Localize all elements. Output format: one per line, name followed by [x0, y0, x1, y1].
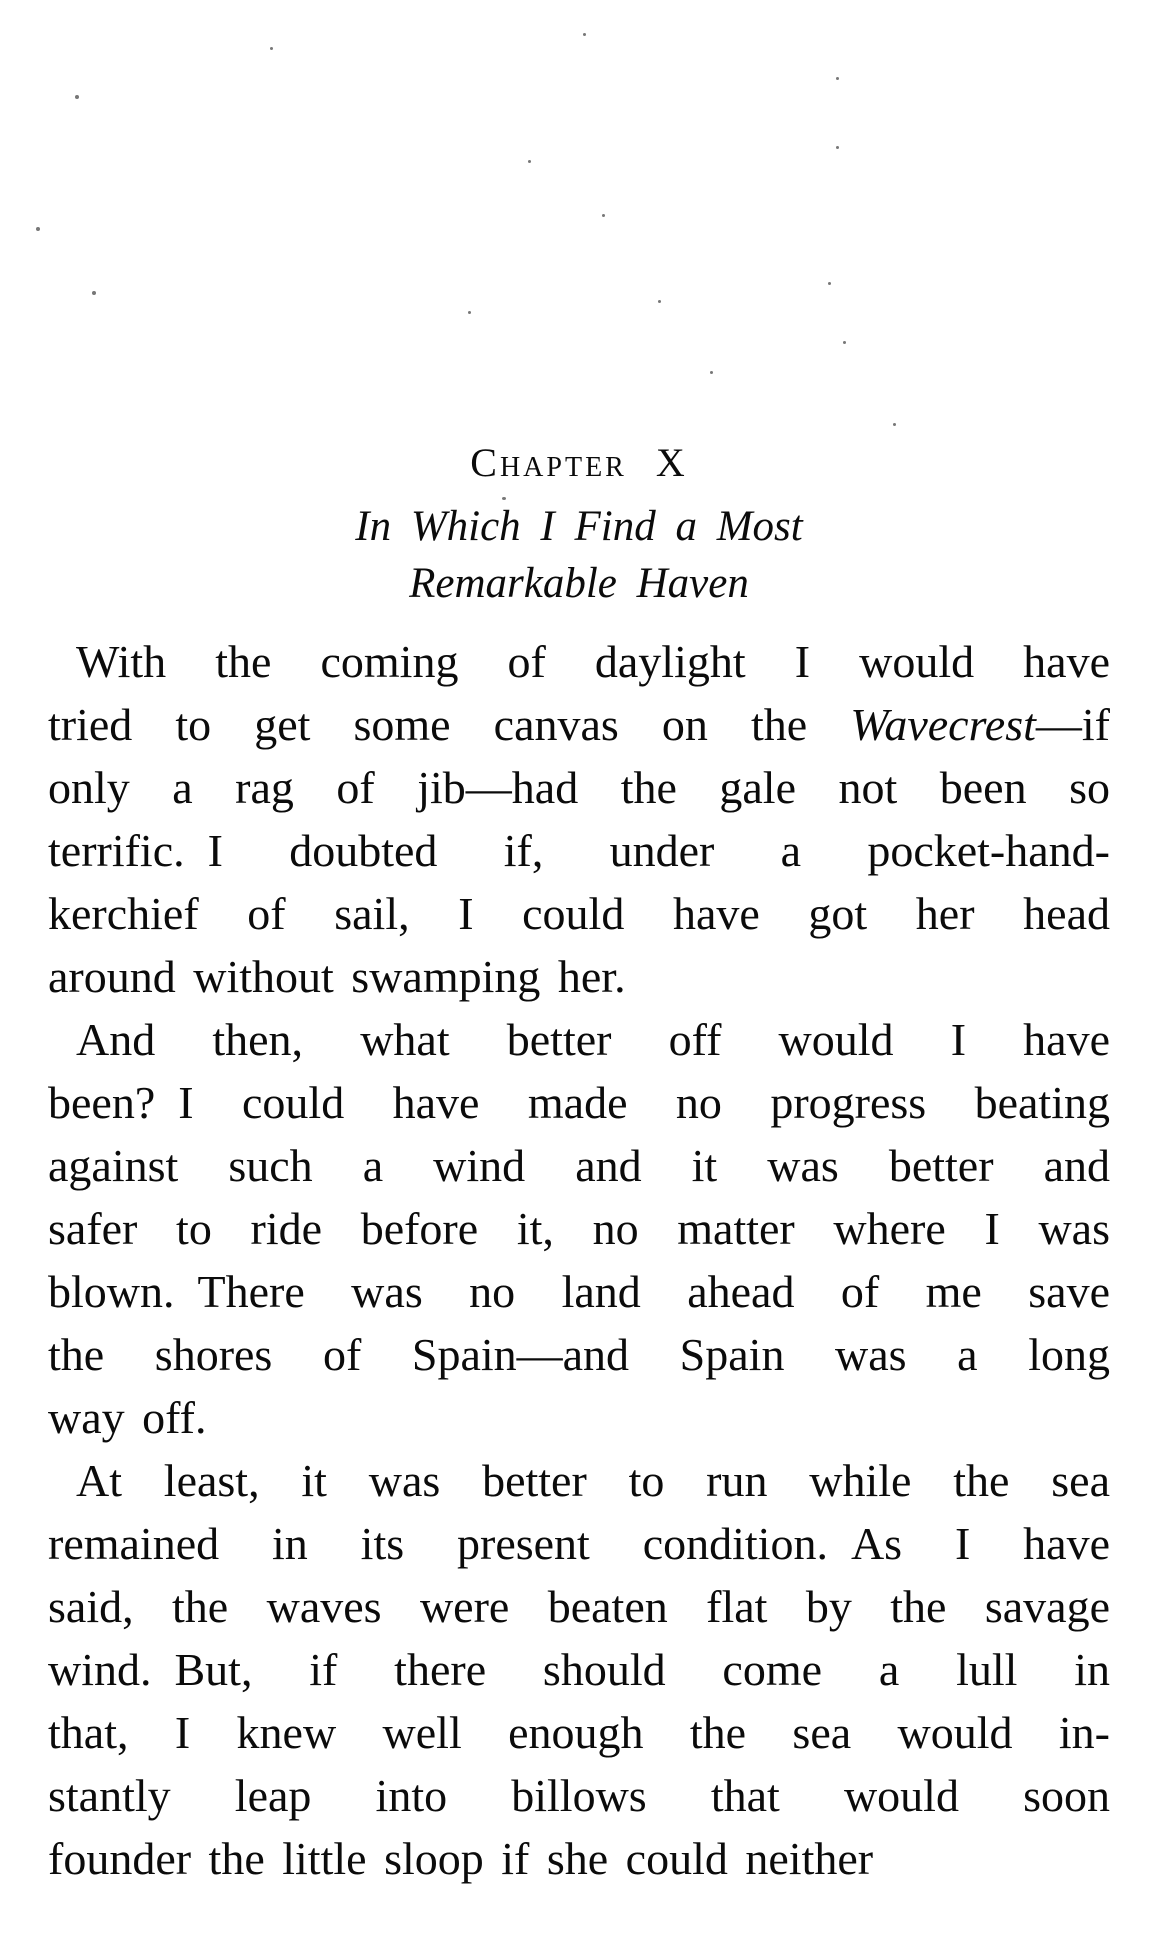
text-segment: stantly leap into billows that would soon — [48, 1770, 1110, 1821]
text-line — [48, 1827, 1110, 1890]
chapter-heading: Chapter X — [470, 440, 688, 485]
text-segment: said, the waves were beaten flat by the savage — [48, 1581, 1110, 1632]
text-line — [48, 882, 1110, 945]
text-line — [48, 1197, 1110, 1260]
text-line — [48, 945, 1110, 1008]
text-segment: tried to get some canvas on the — [48, 699, 851, 750]
text-segment: remained in its present condition. As I have — [48, 1518, 1110, 1569]
text-segment: founder the little sloop if she could neither — [48, 1833, 874, 1884]
text-line — [48, 1386, 1110, 1449]
text-segment: wind. But, if there should come a lull in — [48, 1644, 1110, 1695]
text-line — [48, 1575, 1110, 1638]
text-line — [48, 1071, 1110, 1134]
text-segment: been? I could have made no progress beating — [48, 1077, 1110, 1128]
text-segment: against such a wind and it was better and — [48, 1140, 1110, 1191]
text-segment: way off. — [48, 1392, 207, 1443]
text-line — [48, 1449, 1110, 1512]
chapter-title — [48, 498, 1110, 612]
text-segment: —if — [1035, 699, 1110, 750]
text-line — [48, 1701, 1110, 1764]
boat-name-italic: Wavecrest — [850, 699, 1036, 750]
text-line — [48, 693, 1110, 756]
text-line — [48, 1134, 1110, 1197]
text-segment: kerchief of sail, I could have got her head — [48, 888, 1110, 939]
text-line — [48, 630, 1110, 693]
text-segment: only a rag of jib—had the gale not been so — [48, 762, 1110, 813]
text-segment: With the coming of daylight I would have — [76, 636, 1110, 687]
text-segment: And then, what better off would I have — [76, 1014, 1110, 1065]
chapter-title-line2: Remarkable Haven — [409, 560, 749, 607]
text-segment: safer to ride before it, no matter where I was — [48, 1203, 1110, 1254]
body-text — [48, 630, 1110, 1890]
text-segment: the shores of Spain—and Spain was a long — [48, 1329, 1110, 1380]
text-segment: around without swamping her. — [48, 951, 626, 1002]
text-line — [48, 1323, 1110, 1386]
text-segment: blown. There was no land ahead of me save — [48, 1266, 1110, 1317]
text-segment: terrific. I doubted if, under a pocket-hand- — [48, 825, 1110, 876]
text-line — [48, 756, 1110, 819]
chapter-title-line1: In Which I Find a Most — [355, 503, 803, 550]
text-line — [48, 1638, 1110, 1701]
text-line — [48, 1260, 1110, 1323]
text-line — [48, 1764, 1110, 1827]
text-segment: At least, it was better to run while the sea — [76, 1455, 1110, 1506]
text-line — [48, 1008, 1110, 1071]
text-line — [48, 819, 1110, 882]
text-segment: that, I knew well enough the sea would in- — [48, 1707, 1110, 1758]
text-line — [48, 1512, 1110, 1575]
